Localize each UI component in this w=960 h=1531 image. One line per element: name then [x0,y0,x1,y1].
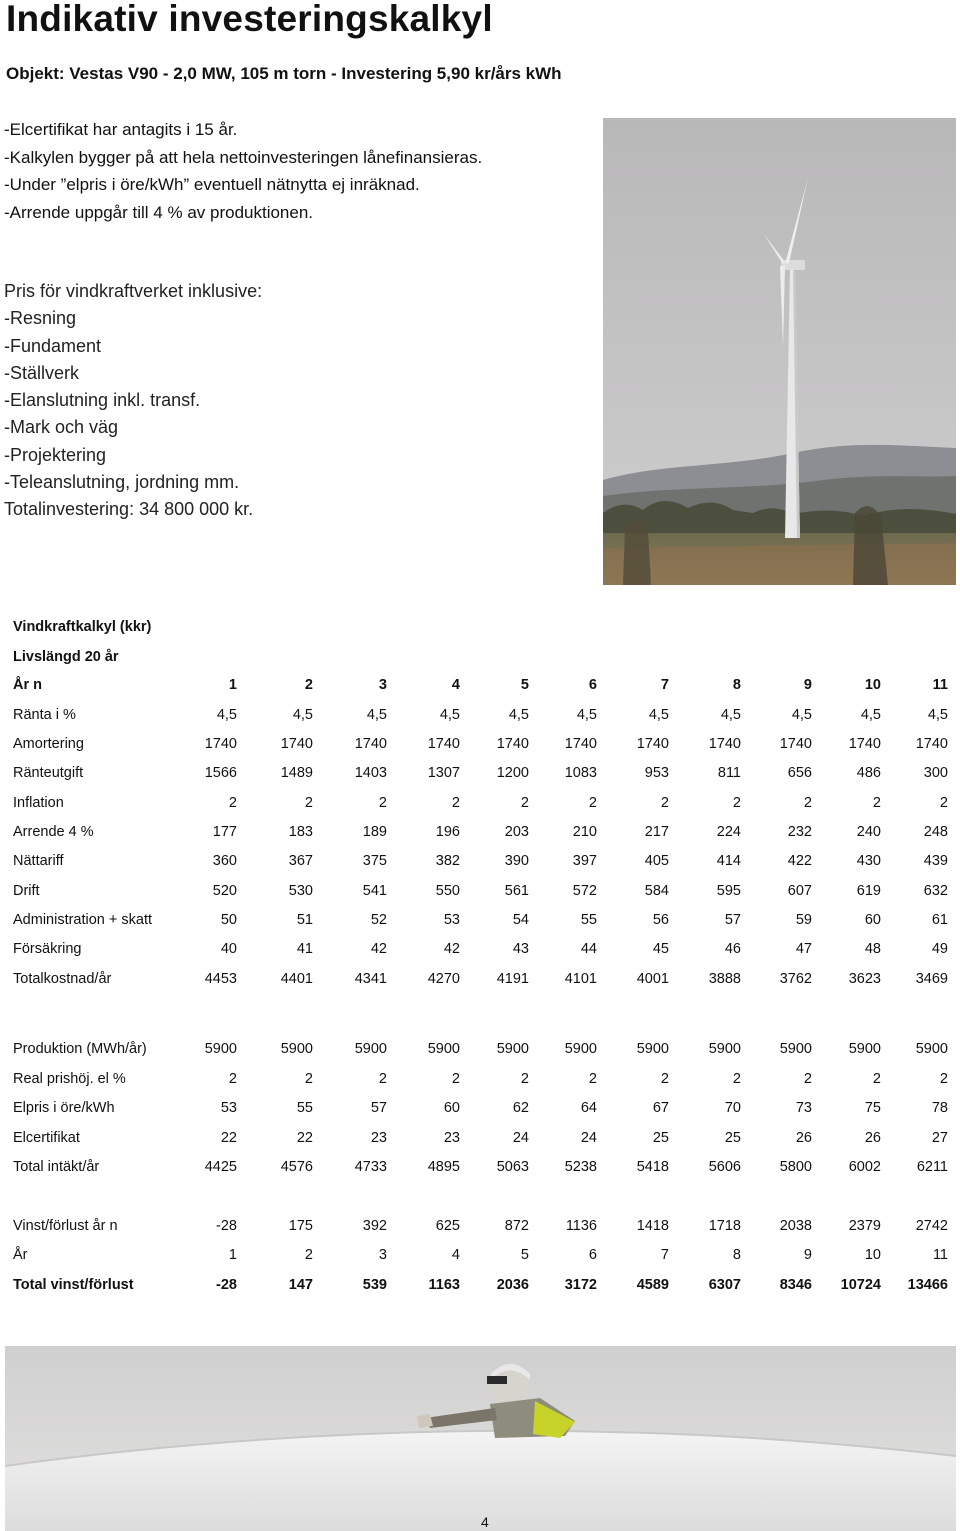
table-cell: 1740 [636,736,669,752]
table-cell: 1 [228,677,237,693]
table-cell: 26 [864,1130,881,1146]
table-cell: 5900 [708,1041,741,1057]
table-cell: 78 [931,1100,948,1116]
price-heading: Pris för vindkraftverket inklusive: [4,281,263,301]
calc-heading: Vindkraftkalkyl (kkr) [13,619,152,635]
table-cell: 1489 [280,765,313,781]
table-cell: 7 [660,677,669,693]
row-label: Arrende 4 % [13,824,94,840]
table-cell: 10724 [840,1277,881,1293]
table-cell: 73 [795,1100,812,1116]
table-cell: 4,5 [508,707,529,723]
table-cell: 40 [220,941,237,957]
worker-image [5,1346,956,1531]
table-cell: 4341 [354,971,387,987]
row-label: Elcertifikat [13,1130,80,1146]
note-line: -Arrende uppgår till 4 % av produktionen. [4,202,314,222]
table-cell: 3 [378,677,387,693]
table-cell: 3762 [779,971,812,987]
table-cell: 5900 [915,1041,948,1057]
row-label: Total intäkt/år [13,1159,100,1175]
table-cell: 2 [872,1071,881,1087]
table-cell: 177 [212,824,237,840]
table-cell: 550 [435,883,460,899]
table-cell: 4,5 [366,707,387,723]
table-cell: 11 [932,1247,948,1263]
table-cell: 2742 [915,1218,948,1234]
table-cell: 382 [435,853,460,869]
table-cell: 5900 [354,1041,387,1057]
table-cell: 1740 [496,736,529,752]
table-cell: 2 [304,1071,313,1087]
table-cell: 811 [717,765,741,781]
table-cell: 51 [296,912,313,928]
table-cell: 2 [660,1071,669,1087]
table-cell: 3469 [915,971,948,987]
table-cell: 872 [504,1218,529,1234]
table-cell: 1740 [708,736,741,752]
table-cell: 6307 [708,1277,741,1293]
table-cell: 62 [512,1100,529,1116]
row-label: År [13,1247,28,1263]
row-label: Totalkostnad/år [13,971,112,987]
table-row [0,1247,960,1269]
table-cell: 2 [451,795,460,811]
table-cell: 5900 [779,1041,812,1057]
table-cell: 5238 [564,1159,597,1175]
table-cell: 5 [520,677,529,693]
row-label: Nättariff [13,853,64,869]
table-cell: 248 [923,824,948,840]
table-cell: 2 [304,795,313,811]
price-item: -Mark och väg [4,417,119,438]
table-cell: 22 [296,1130,313,1146]
table-cell: 4191 [496,971,529,987]
table-cell: 3888 [708,971,741,987]
table-cell: 520 [212,883,237,899]
table-row [0,1130,960,1152]
table-cell: 9 [803,1247,812,1263]
table-cell: 4,5 [927,707,948,723]
table-cell: 1740 [848,736,881,752]
table-cell: 414 [716,853,741,869]
table-cell: 2 [939,1071,948,1087]
table-cell: 183 [288,824,313,840]
table-cell: 224 [716,824,741,840]
table-cell: 48 [864,941,881,957]
table-cell: 2 [588,1071,597,1087]
table-cell: 5900 [280,1041,313,1057]
table-cell: 240 [856,824,881,840]
table-cell: 1740 [354,736,387,752]
table-cell: 360 [212,853,237,869]
table-cell: 47 [795,941,812,957]
table-cell: 6211 [916,1159,948,1175]
table-cell: 4589 [636,1277,669,1293]
table-cell: 4,5 [439,707,460,723]
table-cell: 60 [864,912,881,928]
object-subtitle: Objekt: Vestas V90 - 2,0 MW, 105 m torn - Investering 5,90 kr/års kWh [6,64,562,83]
table-cell: 44 [580,941,597,957]
table-cell: 5 [520,1247,529,1263]
table-cell: 42 [443,941,460,957]
table-cell: 2036 [496,1277,529,1293]
table-cell: 45 [652,941,669,957]
table-row [0,677,960,699]
table-cell: 43 [512,941,529,957]
table-cell: 2 [378,795,387,811]
table-cell: -28 [216,1277,237,1293]
row-label: Ränteutgift [13,765,84,781]
table-cell: 4,5 [860,707,881,723]
table-cell: 3 [378,1247,387,1263]
table-cell: 4,5 [648,707,669,723]
table-row [0,707,960,729]
table-cell: 607 [787,883,812,899]
worker-photo [5,1346,956,1531]
table-cell: 397 [572,853,597,869]
table-cell: 1740 [280,736,313,752]
total-investment: Totalinvestering: 34 800 000 kr. [4,499,254,520]
calc-lifetime: Livslängd 20 år [13,649,119,665]
row-label: Vinst/förlust år n [13,1218,118,1234]
table-cell: 572 [572,883,597,899]
table-row [0,912,960,934]
table-cell: 5063 [496,1159,529,1175]
table-cell: 26 [795,1130,812,1146]
table-cell: 4,5 [576,707,597,723]
table-cell: 49 [931,941,948,957]
table-cell: 2 [520,795,529,811]
table-cell: -28 [216,1218,237,1234]
price-item: -Teleanslutning, jordning mm. [4,472,240,493]
table-cell: 22 [220,1130,237,1146]
table-cell: 5800 [779,1159,812,1175]
table-cell: 8 [732,1247,741,1263]
table-cell: 23 [443,1130,460,1146]
page-title: Indikativ investeringskalkyl [6,0,493,39]
table-cell: 4453 [204,971,237,987]
table-cell: 4425 [204,1159,237,1175]
table-cell: 217 [644,824,669,840]
note-line: -Under ”elpris i öre/kWh” eventuell nätnytta ej inräknad. [4,175,420,194]
table-cell: 2 [732,795,741,811]
table-cell: 8346 [779,1277,812,1293]
table-cell: 11 [932,677,948,693]
table-row [0,1218,960,1240]
table-cell: 4,5 [216,707,237,723]
table-cell: 4001 [636,971,669,987]
table-row [0,1277,960,1299]
table-cell: 24 [580,1130,597,1146]
note-line: -Kalkylen bygger på att hela nettoinvesteringen lånefinansieras. [4,147,483,167]
table-cell: 4,5 [720,707,741,723]
table-cell: 656 [787,765,812,781]
table-cell: 2 [520,1071,529,1087]
table-cell: 8 [732,677,741,693]
table-cell: 2 [939,795,948,811]
table-cell: 57 [724,912,741,928]
table-cell: 2 [378,1071,387,1087]
table-cell: 2 [660,795,669,811]
page-number: 4 [481,1514,489,1530]
table-cell: 5900 [564,1041,597,1057]
table-cell: 2 [803,795,812,811]
table-cell: 1740 [204,736,237,752]
table-cell: 632 [923,883,948,899]
table-cell: 64 [580,1100,597,1116]
table-cell: 541 [362,883,387,899]
table-row [0,971,960,993]
row-label: Administration + skatt [13,912,153,928]
table-row [0,1159,960,1181]
table-row [0,941,960,963]
table-cell: 4 [451,1247,460,1263]
table-cell: 25 [652,1130,669,1146]
table-cell: 175 [288,1218,313,1234]
table-cell: 2 [451,1071,460,1087]
price-item: -Projektering [4,444,107,465]
table-cell: 4,5 [791,707,812,723]
table-cell: 27 [931,1130,948,1146]
table-cell: 2 [588,795,597,811]
table-cell: 196 [435,824,460,840]
table-cell: 56 [652,912,669,928]
table-cell: 25 [724,1130,741,1146]
table-cell: 2 [803,1071,812,1087]
table-cell: 390 [504,853,529,869]
table-cell: 1740 [564,736,597,752]
table-cell: 59 [795,912,812,928]
table-row [0,765,960,787]
table-cell: 2 [304,1247,313,1263]
table-cell: 430 [856,853,881,869]
table-cell: 4270 [427,971,460,987]
table-cell: 1740 [779,736,812,752]
table-cell: 561 [504,883,529,899]
table-row [0,853,960,875]
table-cell: 405 [644,853,669,869]
table-cell: 9 [803,677,812,693]
table-cell: 539 [362,1277,387,1293]
table-cell: 422 [787,853,812,869]
price-includes [4,278,262,524]
table-cell: 10 [864,677,881,693]
table-cell: 625 [435,1218,460,1234]
table-cell: 42 [370,941,387,957]
table-cell: 953 [644,765,669,781]
table-cell: 1418 [636,1218,669,1234]
table-row [0,736,960,758]
table-cell: 1200 [496,765,529,781]
table-cell: 53 [220,1100,237,1116]
table-cell: 392 [362,1218,387,1234]
price-item: -Fundament [4,335,102,356]
table-cell: 75 [864,1100,881,1116]
table-cell: 2 [228,795,237,811]
price-item: -Resning [4,308,77,329]
table-cell: 1718 [708,1218,741,1234]
table-cell: 3172 [564,1277,597,1293]
table-cell: 3623 [848,971,881,987]
table-cell: 52 [370,912,387,928]
table-cell: 1740 [427,736,460,752]
price-item: -Elanslutning inkl. transf. [4,390,201,411]
table-cell: 1566 [204,765,237,781]
table-cell: 55 [296,1100,313,1116]
table-cell: 232 [787,824,812,840]
table-cell: 4895 [427,1159,460,1175]
table-cell: 584 [644,883,669,899]
table-cell: 5900 [204,1041,237,1057]
table-cell: 7 [660,1247,669,1263]
table-row [0,824,960,846]
table-cell: 5900 [636,1041,669,1057]
table-cell: 2 [228,1071,237,1087]
table-cell: 210 [572,824,597,840]
table-cell: 1136 [565,1218,597,1234]
row-label: Produktion (MWh/år) [13,1041,147,1057]
row-label: Inflation [13,795,64,811]
table-cell: 10 [864,1247,881,1263]
assumption-notes [4,116,482,226]
row-label: Amortering [13,736,84,752]
table-row [0,1071,960,1093]
table-cell: 4 [451,677,460,693]
table-row [0,883,960,905]
table-cell: 4401 [280,971,313,987]
table-cell: 1307 [427,765,460,781]
table-cell: 1740 [915,736,948,752]
table-cell: 4733 [354,1159,387,1175]
table-row [0,1041,960,1063]
table-row [0,795,960,817]
table-cell: 24 [512,1130,529,1146]
table-cell: 5900 [496,1041,529,1057]
table-cell: 1163 [428,1277,460,1293]
table-cell: 4576 [280,1159,313,1175]
table-cell: 6 [588,677,597,693]
table-cell: 189 [362,824,387,840]
table-cell: 67 [652,1100,669,1116]
table-row [0,1100,960,1122]
row-label: År n [13,677,42,693]
table-cell: 53 [443,912,460,928]
row-label: Total vinst/förlust [13,1277,134,1293]
table-cell: 595 [716,883,741,899]
table-cell: 4,5 [292,707,313,723]
table-cell: 61 [931,912,948,928]
table-cell: 6002 [848,1159,881,1175]
table-cell: 1083 [564,765,597,781]
table-cell: 439 [923,853,948,869]
row-label: Real prishöj. el % [13,1071,126,1087]
table-cell: 2 [304,677,313,693]
table-cell: 23 [370,1130,387,1146]
table-cell: 367 [288,853,313,869]
table-cell: 530 [288,883,313,899]
note-line: -Elcertifikat har antagits i 15 år. [4,120,238,139]
table-cell: 70 [724,1100,741,1116]
table-cell: 2 [732,1071,741,1087]
table-cell: 50 [220,912,237,928]
wind-turbine-image [603,118,956,585]
table-cell: 486 [856,765,881,781]
table-cell: 203 [504,824,529,840]
price-item: -Ställverk [4,362,80,383]
table-cell: 5900 [848,1041,881,1057]
table-cell: 13466 [907,1277,948,1293]
row-label: Försäkring [13,941,82,957]
table-cell: 300 [923,765,948,781]
row-label: Ränta i % [13,707,76,723]
table-cell: 2379 [848,1218,881,1234]
row-label: Drift [13,883,40,899]
wind-turbine-photo [603,118,956,585]
table-cell: 54 [512,912,529,928]
table-cell: 5606 [708,1159,741,1175]
row-label: Elpris i öre/kWh [13,1100,115,1116]
table-cell: 46 [724,941,741,957]
table-cell: 41 [296,941,313,957]
table-cell: 60 [443,1100,460,1116]
table-cell: 55 [580,912,597,928]
table-cell: 5418 [636,1159,669,1175]
table-cell: 6 [588,1247,597,1263]
table-cell: 1403 [354,765,387,781]
table-cell: 4101 [564,971,597,987]
table-cell: 619 [856,883,881,899]
table-cell: 2038 [779,1218,812,1234]
table-cell: 147 [288,1277,313,1293]
table-cell: 5900 [427,1041,460,1057]
table-cell: 57 [370,1100,387,1116]
table-cell: 375 [362,853,387,869]
table-cell: 1 [228,1247,237,1263]
table-cell: 2 [872,795,881,811]
